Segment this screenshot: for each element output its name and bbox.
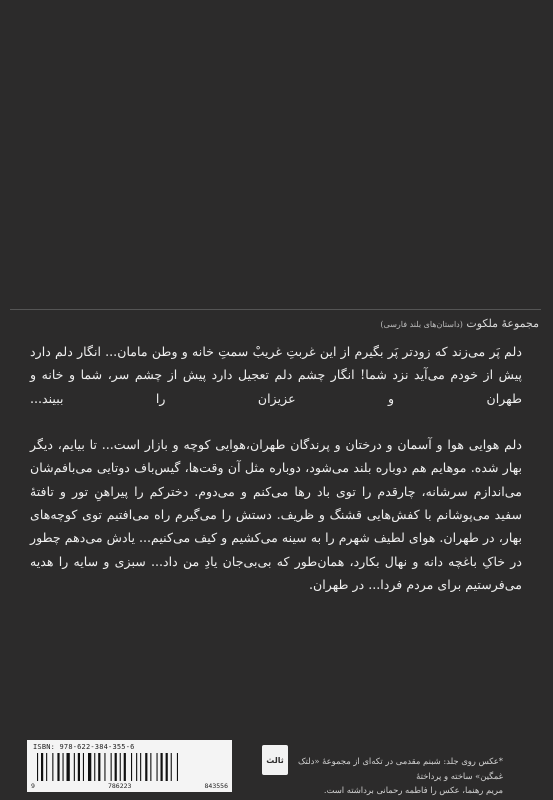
barcode-bar bbox=[57, 753, 59, 781]
barcode-bar bbox=[83, 753, 84, 781]
barcode-bar bbox=[78, 753, 80, 781]
barcode-bar bbox=[157, 753, 158, 781]
barcode-bar bbox=[98, 753, 100, 781]
isbn-text: ISBN: 978-622-384-355-6 bbox=[33, 743, 135, 751]
barcode-bar bbox=[115, 753, 117, 781]
barcode-bar bbox=[46, 753, 47, 781]
barcode-bar bbox=[88, 753, 91, 781]
barcode-bar bbox=[124, 753, 126, 781]
barcode-bar bbox=[67, 753, 70, 781]
barcode-bar bbox=[136, 753, 137, 781]
series-subtitle: (داستان‌های بلند فارسی) bbox=[380, 320, 463, 329]
barcode-bar bbox=[104, 753, 105, 781]
barcode-digits bbox=[31, 782, 228, 790]
credit-line-1: *عکس روی جلد: شبنم مقدمی در تکه‌ای از مجموعهٔ «دلتک غمگین» ساخته و پرداختهٔ bbox=[298, 756, 503, 781]
barcode-digit-group-3: 843556 bbox=[204, 782, 228, 790]
blurb-paragraph-1: دلم پَر می‌زند که زودتر پَر بگیرم از این غربتِ غریبْ سمتِ خانه و وطن مامان... انگار دلم دارد پیش از خودم می‌آید نزد شما! انگار چشم دلم تعجیل دارد پیش از چشم سر، شما و خانه و طهران و عزیزان را ببیند... bbox=[30, 344, 522, 406]
credit-line-2: مریم رهنما، عکس را فاطمه رحمانی برداشته است. bbox=[323, 785, 503, 795]
barcode-bar bbox=[145, 753, 147, 781]
barcode-bar bbox=[140, 753, 141, 781]
barcode-bar bbox=[177, 753, 178, 781]
publisher-logo-text: ثالث bbox=[266, 755, 284, 765]
barcode-digit-group-1: 9 bbox=[31, 782, 35, 790]
barcode-bar bbox=[150, 753, 151, 781]
barcode-digit-group-2: 786223 bbox=[107, 782, 132, 790]
barcode-bar bbox=[120, 753, 121, 781]
back-cover-blurb bbox=[30, 340, 522, 596]
barcode-bar bbox=[171, 753, 172, 781]
barcode-bar bbox=[161, 753, 163, 781]
publisher-logo bbox=[262, 745, 288, 775]
blurb-paragraph-2: دلم هوایی هوا و آسمان و درختان و پرندگان طهران،هوایی کوچه و بازار است... تا بیایم، دیگر بهار شده. موهایم هم دوباره بلند می‌شود، دوباره مثل آن وقت‌ها، گیس‌باف دوتایی می‌بافم‌شان می‌اندازم سرشانه، چارقدم را توی باد رها می‌کنم و می‌دوم. دخترکم را پیراهنِ تور و تافتهٔ سفید می‌پوشانم با کفش‌هایی قشنگ و ظریف. دستش را می‌گیرم راه می‌افتیم توی کوچه‌های بهار، در طهران. هوای لطیف شهرم را به سینه می‌کشیم و کیف می‌کنیم... یادش می‌دهم چطور در خاکِ باغچه دانه و نهال بکارد، همان‌طور که بی‌بی‌جان یادِ من داد... سبزی و سایه را هدیه می‌فرستیم برای مردم فردا... در طهران. bbox=[30, 437, 522, 592]
series-title: مجموعهٔ ملکوت bbox=[466, 317, 539, 330]
barcode-bars bbox=[37, 753, 222, 781]
barcode-bar bbox=[52, 753, 53, 781]
cover-photo-credit bbox=[273, 754, 503, 798]
barcode-bar bbox=[63, 753, 64, 781]
barcode-bar bbox=[41, 753, 43, 781]
separator-line bbox=[10, 309, 541, 310]
barcode-bar bbox=[74, 753, 75, 781]
barcode-bar bbox=[111, 753, 112, 781]
barcode-bar bbox=[131, 753, 132, 781]
barcode-bar bbox=[166, 753, 168, 781]
barcode-bar bbox=[94, 753, 95, 781]
series-heading bbox=[380, 317, 539, 330]
barcode-bar bbox=[37, 753, 38, 781]
isbn-barcode bbox=[27, 740, 232, 792]
